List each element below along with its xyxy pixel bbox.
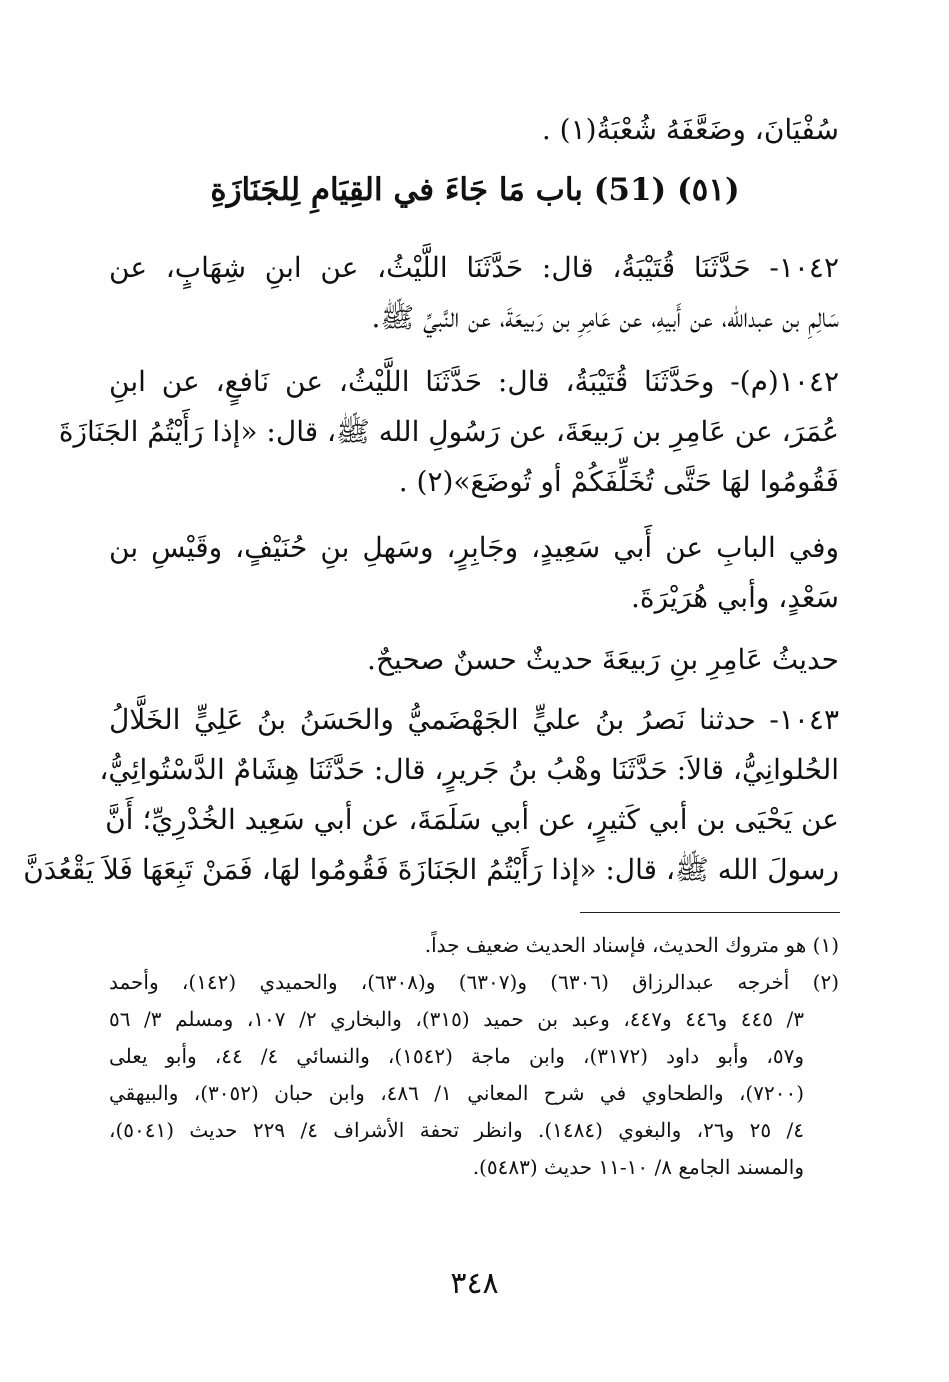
footnote-2-line-1: (٢) أخرجه عبدالرزاق (٦٣٠٦) و(٦٣٠٧) و(٦٣٠٨)، والحميدي (١٤٢)، وأحمد (109, 970, 840, 994)
bab-line-2: سَعْدٍ، وأبي هُرَيْرَةَ. (631, 581, 839, 614)
hadith-1042-line-2: سَالِمِ بن عبدالله، عن أَبيهِ، عن عَامِرِ بن رَبيعَةَ، عن النَّبيِّ ﷺ. (371, 301, 839, 334)
hadith-1043-line-4: رسولَ الله ﷺ، قال: «إذا رَأَيْتُمُ الجَنَازَةَ فَقُومُوا لهَا، فَمَنْ تَبِعَهَا فَلاَ يَقْعُدَنَّ (23, 853, 839, 886)
footnote-2-line-6: والمسند الجامع ٨/ ١٠-١١ حديث (٥٤٨٣). (472, 1155, 804, 1179)
bab-line-1: وفي البابِ عن أَبي سَعِيدٍ، وجَابِرٍ، وسَهلِ بنِ حُنَيْفٍ، وقَيْسِ بن (109, 531, 839, 564)
hadith-1042m-line-1: ١٠٤٢(م)- وحَدَّثَنَا قُتَيْبَةُ، قال: حَدَّثَنَا اللَّيْثُ، عن نَافعٍ، عن ابنِ (109, 365, 839, 398)
hadith-1042-line-1: ١٠٤٢- حَدَّثَنَا قُتَيْبَةُ، قال: حَدَّثَنَا اللَّيْثُ، عن ابنِ شِهَابٍ، عن (109, 251, 839, 284)
chapter-heading: (٥١) (51) باب مَا جَاءَ في القِيَامِ لِلجَنَازَةِ (210, 172, 740, 208)
hadith-1043-line-2: الحُلوانِيُّ، قالاَ: حَدَّثَنَا وهْبُ بنُ جَريرٍ، قال: حَدَّثَنَا هِشَامٌ الدَّسْتُوائِيُّ، (99, 753, 839, 786)
footnote-2-line-4: (٧٢٠٠)، والطحاوي في شرح المعاني ١/ ٤٨٦، وابن حبان (٣٠٥٢)، والبيهقي (109, 1081, 804, 1105)
footnote-2-line-3: و٥٧، وأبو داود (٣١٧٢)، وابن ماجة (١٥٤٢)، والنسائي ٤/ ٤٤، وأبو يعلى (109, 1044, 804, 1068)
page-number: ٣٤٨ (450, 1266, 499, 1301)
hadith-1043-line-3: عن يَحْيَى بن أبي كَثيرٍ، عن أبي سَلَمَةَ، عن أبي سَعِيد الخُدْرِيِّ؛ أَنَّ (105, 803, 839, 836)
footnote-1: (١) هو متروك الحديث، فإسناد الحديث ضعيف جداً. (424, 933, 839, 957)
hadith-1042m-line-3: فَقُومُوا لهَا حَتَّى تُخَلِّفَكُمْ أو تُوضَعَ»(٢) . (398, 465, 839, 498)
hadith-1043-line-1: ١٠٤٣- حدثنا نَصرُ بنُ عليٍّ الجَهْضَميُّ والحَسَنُ بنُ عَلِيٍّ الخَلَّالُ (109, 703, 839, 736)
footnote-2-line-5: ٤/ ٢٥ و٢٦، والبغوي (١٤٨٤). وانظر تحفة الأشراف ٤/ ٢٢٩ حديث (٥٠٤١)، (109, 1118, 804, 1142)
body-line-1: سُفْيَانَ، وضَعَّفَهُ شُعْبَةُ(١) . (541, 113, 839, 146)
grading-line: حديثُ عَامِرِ بنِ رَبيعَةَ حديثٌ حسنٌ صحيحٌ. (367, 643, 839, 676)
footnote-2-line-2: ٣/ ٤٤٥ و٤٤٦ و٤٤٧، وعبد بن حميد (٣١٥)، والبخاري ٢/ ١٠٧، ومسلم ٣/ ٥٦ (109, 1007, 805, 1031)
hadith-1042m-line-2: عُمَرَ، عن عَامِرِ بن رَبيعَةَ، عن رَسُولِ الله ﷺ، قال: «إذا رَأَيْتُمُ الجَنَازَةَ (58, 415, 839, 448)
footnote-separator (580, 912, 840, 913)
